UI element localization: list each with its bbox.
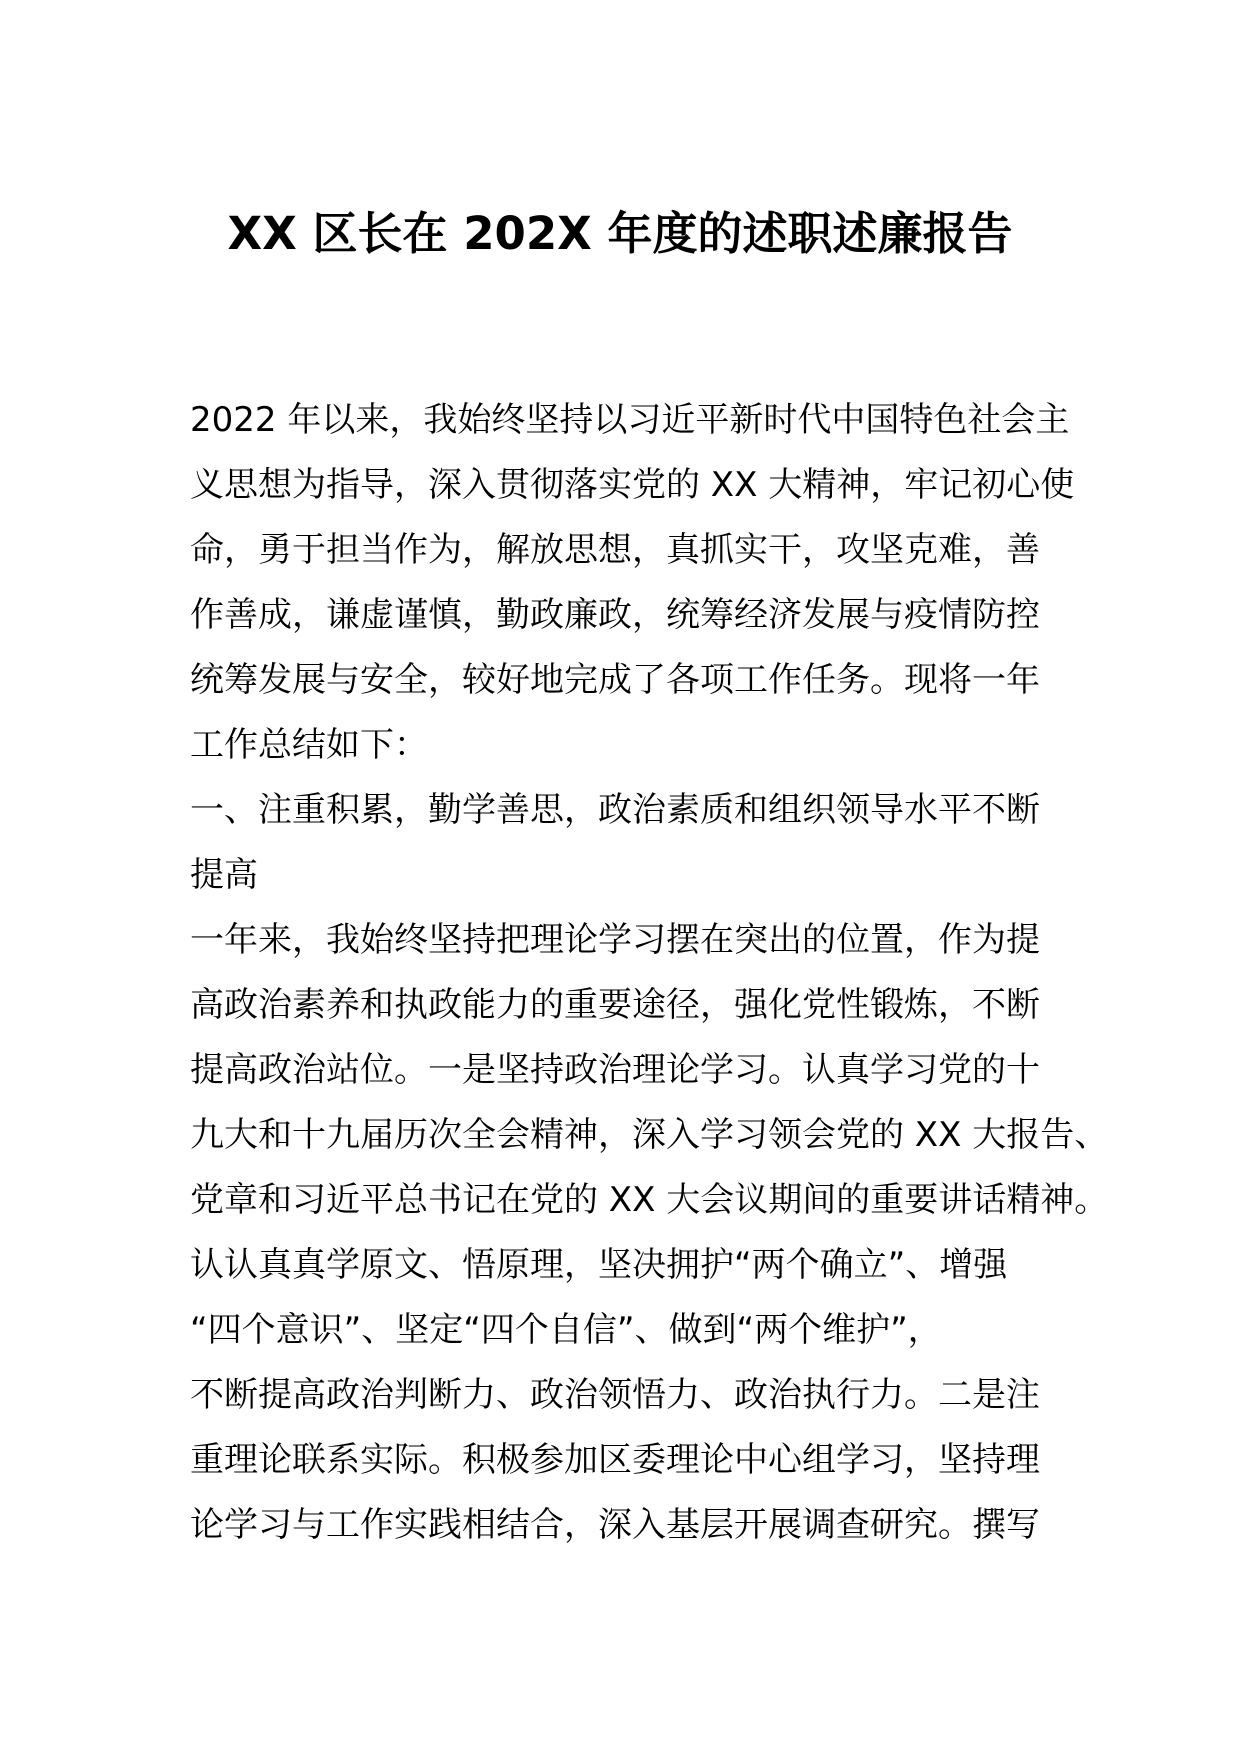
body-line-15: “四个意识”、坚定“四个自信”、做到“两个维护”，	[190, 1310, 942, 1350]
body-line-16: 不断提高政治判断力、政治领悟力、政治执行力。二是注	[190, 1375, 1040, 1415]
body-line-18: 论学习与工作实践相结合，深入基层开展调查研究。撰写	[190, 1505, 1040, 1545]
body-line-6: 工作总结如下：	[190, 725, 428, 765]
section-heading-line-2: 提高	[190, 855, 258, 895]
body-line-2: 义思想为指导，深入贯彻落实党的 XX 大精神，牢记初心使	[190, 465, 1075, 505]
body-line-14: 认认真真学原文、悟原理，坚决拥护“两个确立”、增强	[190, 1245, 1008, 1285]
body-line-13: 党章和习近平总书记在党的 XX 大会议期间的重要讲话精神。	[190, 1180, 1109, 1220]
document-body	[190, 388, 1109, 1558]
body-line-12: 九大和十九届历次全会精神，深入学习领会党的 XX 大报告、	[190, 1115, 1109, 1155]
body-line-9: 一年来，我始终坚持把理论学习摆在突出的位置，作为提	[190, 920, 1040, 960]
section-heading-line-1: 一、注重积累，勤学善思，政治素质和组织领导水平不断	[190, 790, 1040, 830]
body-line-1: 2022 年以来，我始终坚持以习近平新时代中国特色社会主	[190, 400, 1070, 440]
body-line-4: 作善成，谦虚谨慎，勤政廉政，统筹经济发展与疫情防控	[190, 595, 1040, 635]
body-line-11: 提高政治站位。一是坚持政治理论学习。认真学习党的十	[190, 1050, 1040, 1090]
body-line-3: 命，勇于担当作为，解放思想，真抓实干，攻坚克难，善	[190, 530, 1040, 570]
body-line-17: 重理论联系实际。积极参加区委理论中心组学习，坚持理	[190, 1440, 1040, 1480]
document-title: XX 区长在 202X 年度的述职述廉报告	[227, 207, 1013, 260]
body-line-5: 统筹发展与安全，较好地完成了各项工作任务。现将一年	[190, 660, 1040, 700]
body-line-10: 高政治素养和执政能力的重要途径，强化党性锻炼，不断	[190, 985, 1040, 1025]
